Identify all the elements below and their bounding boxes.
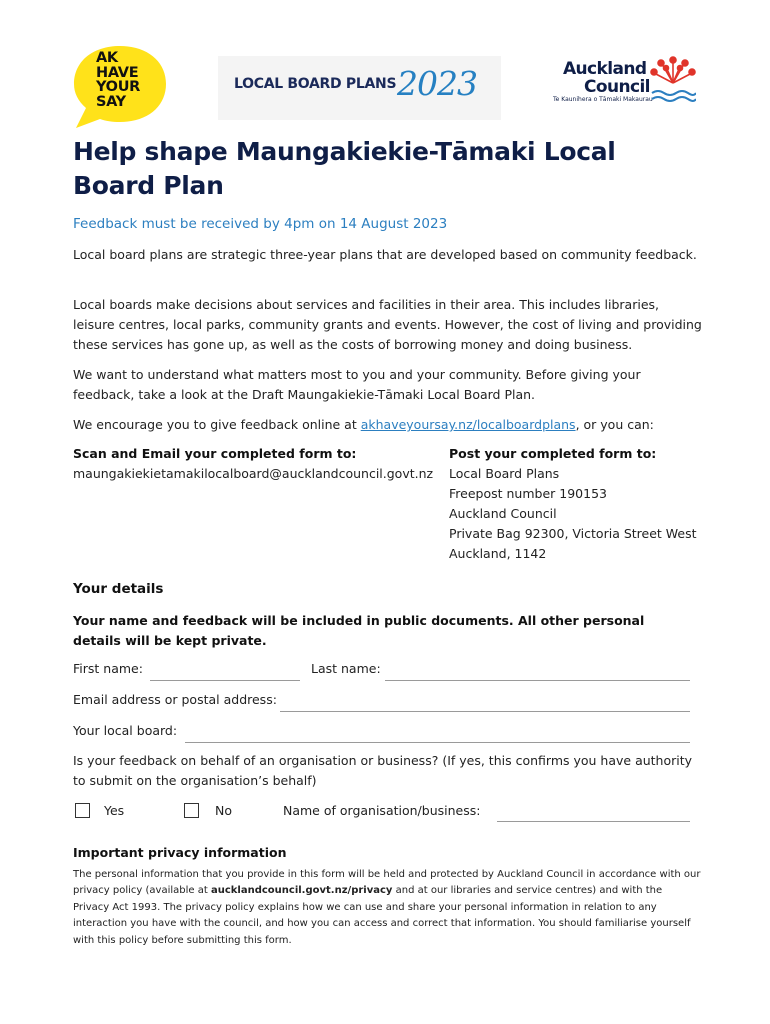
post-address-line: Auckland, 1142 <box>449 546 547 561</box>
intro-paragraph-3: We want to understand what matters most to you and your community. Before giving your feedback, take a look at the Draft Maungakiekie-Tāmaki Local Board Plan. <box>73 367 641 402</box>
intro-paragraph-1: Local board plans are strategic three-year plans that are developed based on community feedback. <box>73 247 697 262</box>
pohutukawa-flower-icon <box>650 55 696 105</box>
email-address-field[interactable] <box>280 711 690 712</box>
post-address-line: Private Bag 92300, Victoria Street West <box>449 526 697 541</box>
deadline-notice: Feedback must be received by 4pm on 14 August 2023 <box>73 216 448 232</box>
local-board-field[interactable] <box>185 742 690 743</box>
online-feedback-link[interactable]: akhaveyoursay.nz/localboardplans <box>360 417 576 432</box>
privacy-heading: Important privacy information <box>73 845 287 860</box>
yes-label: Yes <box>104 803 125 818</box>
post-address-line: Local Board Plans <box>449 466 560 481</box>
post-address-line: Freepost number 190153 <box>449 486 607 501</box>
privacy-policy-link[interactable]: aucklandcouncil.govt.nz/privacy <box>210 885 393 897</box>
ahys-logo-text: AK HAVE YOUR SAY <box>96 50 141 110</box>
lbp-banner-year: 2023 <box>397 64 477 103</box>
scan-email-label: Scan and Email your completed form to: <box>73 446 357 461</box>
yes-checkbox[interactable] <box>75 803 90 818</box>
organisation-name-label: Name of organisation/business: <box>283 803 481 818</box>
organisation-name-field[interactable] <box>497 821 690 822</box>
first-name-label: First name: <box>73 661 143 676</box>
last-name-field[interactable] <box>385 680 690 681</box>
first-name-field[interactable] <box>150 680 300 681</box>
council-logo-tagline: Te Kaunihera o Tāmaki Makaurau <box>553 96 653 103</box>
last-name-label: Last name: <box>311 661 381 676</box>
intro-paragraph-4: We encourage you to give feedback online at akhaveyoursay.nz/localboardplans, or you can: <box>73 417 654 432</box>
organisation-question: Is your feedback on behalf of an organisation or business? (If yes, this confirms you have authority to submit on the organisation’s behalf) <box>73 753 693 788</box>
no-checkbox[interactable] <box>184 803 199 818</box>
no-label: No <box>215 803 232 818</box>
post-label: Post your completed form to: <box>449 446 657 461</box>
public-documents-notice: Your name and feedback will be included in public documents. All other personal details will be kept private. <box>73 613 645 648</box>
intro-paragraph-2: Local boards make decisions about services and facilities in their area. This includes libraries, leisure centres, local parks, community grants and events. However, the cost of living and providing these services has gone up, as well as the costs of borrowing money and doing business. <box>73 297 702 352</box>
post-address-line: Auckland Council <box>449 506 557 521</box>
scan-email-address: maungakiekietamakilocalboard@aucklandcouncil.govt.nz <box>73 466 434 481</box>
council-logo-line1: Auckland <box>563 59 647 79</box>
council-logo-line2: Council <box>584 77 650 97</box>
email-address-label: Email address or postal address: <box>73 692 277 707</box>
page-title: Help shape Maungakiekie-Tāmaki Local Board Plan <box>73 137 616 200</box>
privacy-text: The personal information that you provide in this form will be held and protected by Auckland Council in accordance with our privacy policy (available at aucklandcouncil.govt.nz/privacy and at our libraries and service centres) and with the Privacy Act 1993. The privacy policy explains how we can use and share your personal information in relation to any interaction you have with the council, and how you can access and correct that information. You should familiarise yourself with this policy before submitting this form. <box>73 869 701 946</box>
local-board-label: Your local board: <box>73 723 178 738</box>
your-details-heading: Your details <box>73 581 164 597</box>
lbp-banner-title: LOCAL BOARD PLANS <box>234 76 397 92</box>
